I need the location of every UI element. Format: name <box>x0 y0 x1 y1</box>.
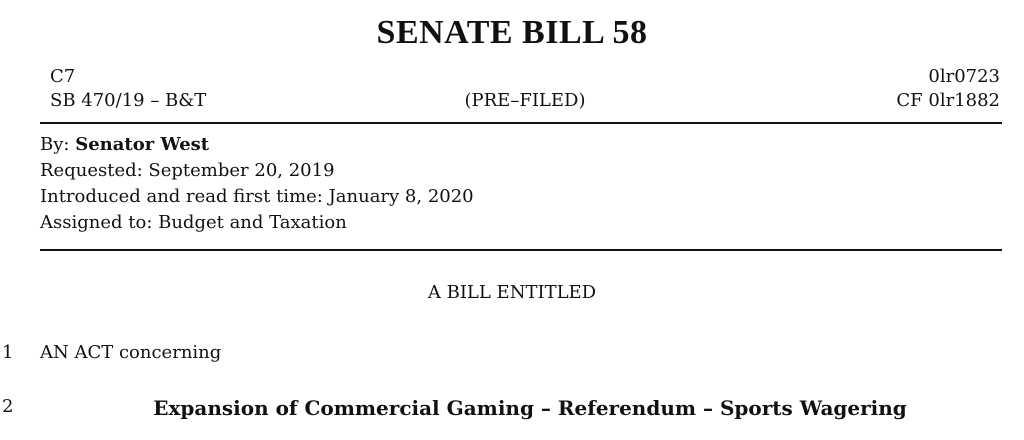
cross-file-number: CF 0lr1882 <box>896 90 1000 111</box>
header-row-2 <box>50 90 1000 112</box>
bill-title: SENATE BILL 58 <box>376 14 648 51</box>
bottom-divider <box>40 249 1002 251</box>
header-row-1 <box>50 66 1000 88</box>
bill-entitled-heading: A BILL ENTITLED <box>427 282 597 303</box>
introduced-date: Introduced and read first time: January 8, 2020 <box>40 186 474 207</box>
line-number: 1 <box>2 342 14 363</box>
sponsor-label: By: <box>40 134 70 155</box>
file-number: 0lr0723 <box>928 66 1000 87</box>
prefiled-status: (PRE–FILED) <box>464 90 586 111</box>
sponsor-name: Senator West <box>75 134 210 155</box>
numbered-line <box>0 396 1024 422</box>
committee-assignment: Assigned to: Budget and Taxation <box>40 212 347 233</box>
top-divider <box>40 122 1002 124</box>
requested-date: Requested: September 20, 2019 <box>40 160 335 181</box>
numbered-line <box>0 342 1024 368</box>
line-number: 2 <box>2 396 14 417</box>
sponsor-line <box>40 132 474 158</box>
subject-code: C7 <box>50 66 76 87</box>
sponsor-block <box>40 132 474 236</box>
prior-bill-reference: SB 470/19 – B&T <box>50 90 207 111</box>
act-concerning-text: AN ACT concerning <box>40 342 222 363</box>
bill-subject-title: Expansion of Commercial Gaming – Referendum – Sports Wagering <box>153 396 907 420</box>
